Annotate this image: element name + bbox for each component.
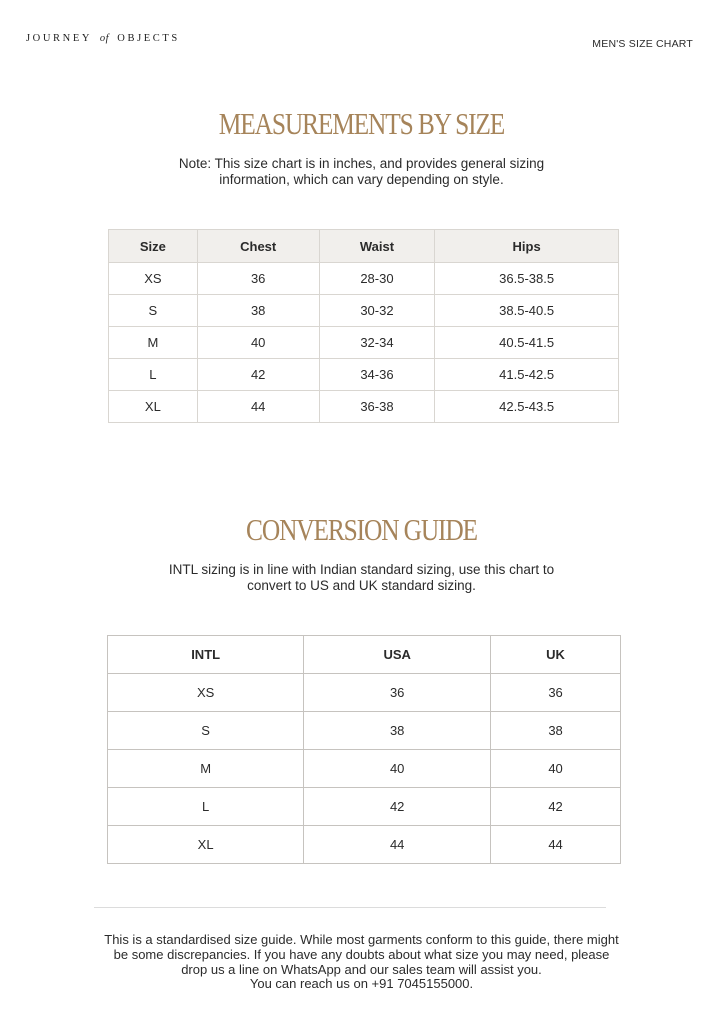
measurements-note-line1: Note: This size chart is in inches, and provides general sizing: [178, 156, 545, 171]
table-cell: L: [109, 359, 198, 391]
table-cell: 36.5-38.5: [435, 263, 619, 295]
conversion-table: [107, 635, 621, 864]
table-cell: M: [108, 750, 304, 788]
footer-line: drop us a line on WhatsApp and our sales team will assist you.: [181, 961, 542, 977]
brand-logo: [26, 33, 180, 44]
table-row: [109, 295, 619, 327]
table-row: [108, 826, 621, 864]
document-label: MEN'S SIZE CHART: [592, 38, 693, 50]
footer-disclaimer: [60, 933, 663, 992]
table-cell: 40: [304, 750, 491, 788]
table-cell: 28-30: [319, 263, 435, 295]
table-row: [108, 788, 621, 826]
footer-divider: [94, 907, 606, 908]
table-cell: 36: [197, 263, 319, 295]
column-header: Size: [109, 230, 198, 263]
column-header: INTL: [108, 636, 304, 674]
column-header: Waist: [319, 230, 435, 263]
table-cell: 42: [491, 788, 621, 826]
table-cell: 34-36: [319, 359, 435, 391]
table-cell: 30-32: [319, 295, 435, 327]
table-cell: 44: [197, 391, 319, 423]
table-row: [109, 263, 619, 295]
table-row: [109, 391, 619, 423]
measurements-note-line2: information, which can vary depending on style.: [219, 171, 504, 187]
table-header-row: [109, 230, 619, 263]
brand-word-journey: JOURNEY: [26, 33, 92, 44]
measurements-title: MEASUREMENTS BY SIZE: [218, 106, 505, 141]
table-row: [109, 327, 619, 359]
table-cell: 36: [491, 674, 621, 712]
footer-line: This is a standardised size guide. While most garments conform to this guide, there might: [104, 932, 619, 947]
table-cell: 38: [491, 712, 621, 750]
table-cell: 44: [491, 826, 621, 864]
table-cell: 36-38: [319, 391, 435, 423]
column-header: USA: [304, 636, 491, 674]
table-cell: 38.5-40.5: [435, 295, 619, 327]
table-cell: 42: [197, 359, 319, 391]
conversion-note-line1: INTL sizing is in line with Indian standard sizing, use this chart to: [168, 562, 555, 577]
table-cell: M: [109, 327, 198, 359]
table-cell: 40: [197, 327, 319, 359]
table-cell: XS: [109, 263, 198, 295]
table-cell: 40.5-41.5: [435, 327, 619, 359]
table-cell: 44: [304, 826, 491, 864]
table-row: [109, 359, 619, 391]
measurements-note: [0, 156, 723, 187]
table-cell: 38: [197, 295, 319, 327]
footer-contact: You can reach us on +91 7045155000.: [249, 976, 474, 992]
conversion-note: [0, 562, 723, 593]
column-header: Hips: [435, 230, 619, 263]
table-cell: L: [108, 788, 304, 826]
table-cell: 40: [491, 750, 621, 788]
table-cell: 42.5-43.5: [435, 391, 619, 423]
table-row: [108, 674, 621, 712]
table-cell: 41.5-42.5: [435, 359, 619, 391]
footer-line: be some discrepancies. If you have any doubts about what size you may need, please: [113, 946, 610, 962]
column-header: Chest: [197, 230, 319, 263]
table-cell: S: [109, 295, 198, 327]
table-cell: XL: [108, 826, 304, 864]
table-cell: XL: [109, 391, 198, 423]
table-row: [108, 712, 621, 750]
table-cell: 32-34: [319, 327, 435, 359]
column-header: UK: [491, 636, 621, 674]
table-cell: XS: [108, 674, 304, 712]
measurements-table: [108, 229, 619, 423]
table-cell: S: [108, 712, 304, 750]
conversion-note-line2: convert to US and UK standard sizing.: [247, 577, 476, 593]
conversion-title: CONVERSION GUIDE: [246, 512, 477, 547]
table-header-row: [108, 636, 621, 674]
table-cell: 38: [304, 712, 491, 750]
table-cell: 42: [304, 788, 491, 826]
brand-word-of: of: [99, 33, 110, 44]
table-cell: 36: [304, 674, 491, 712]
brand-word-objects: OBJECTS: [117, 33, 180, 44]
table-row: [108, 750, 621, 788]
